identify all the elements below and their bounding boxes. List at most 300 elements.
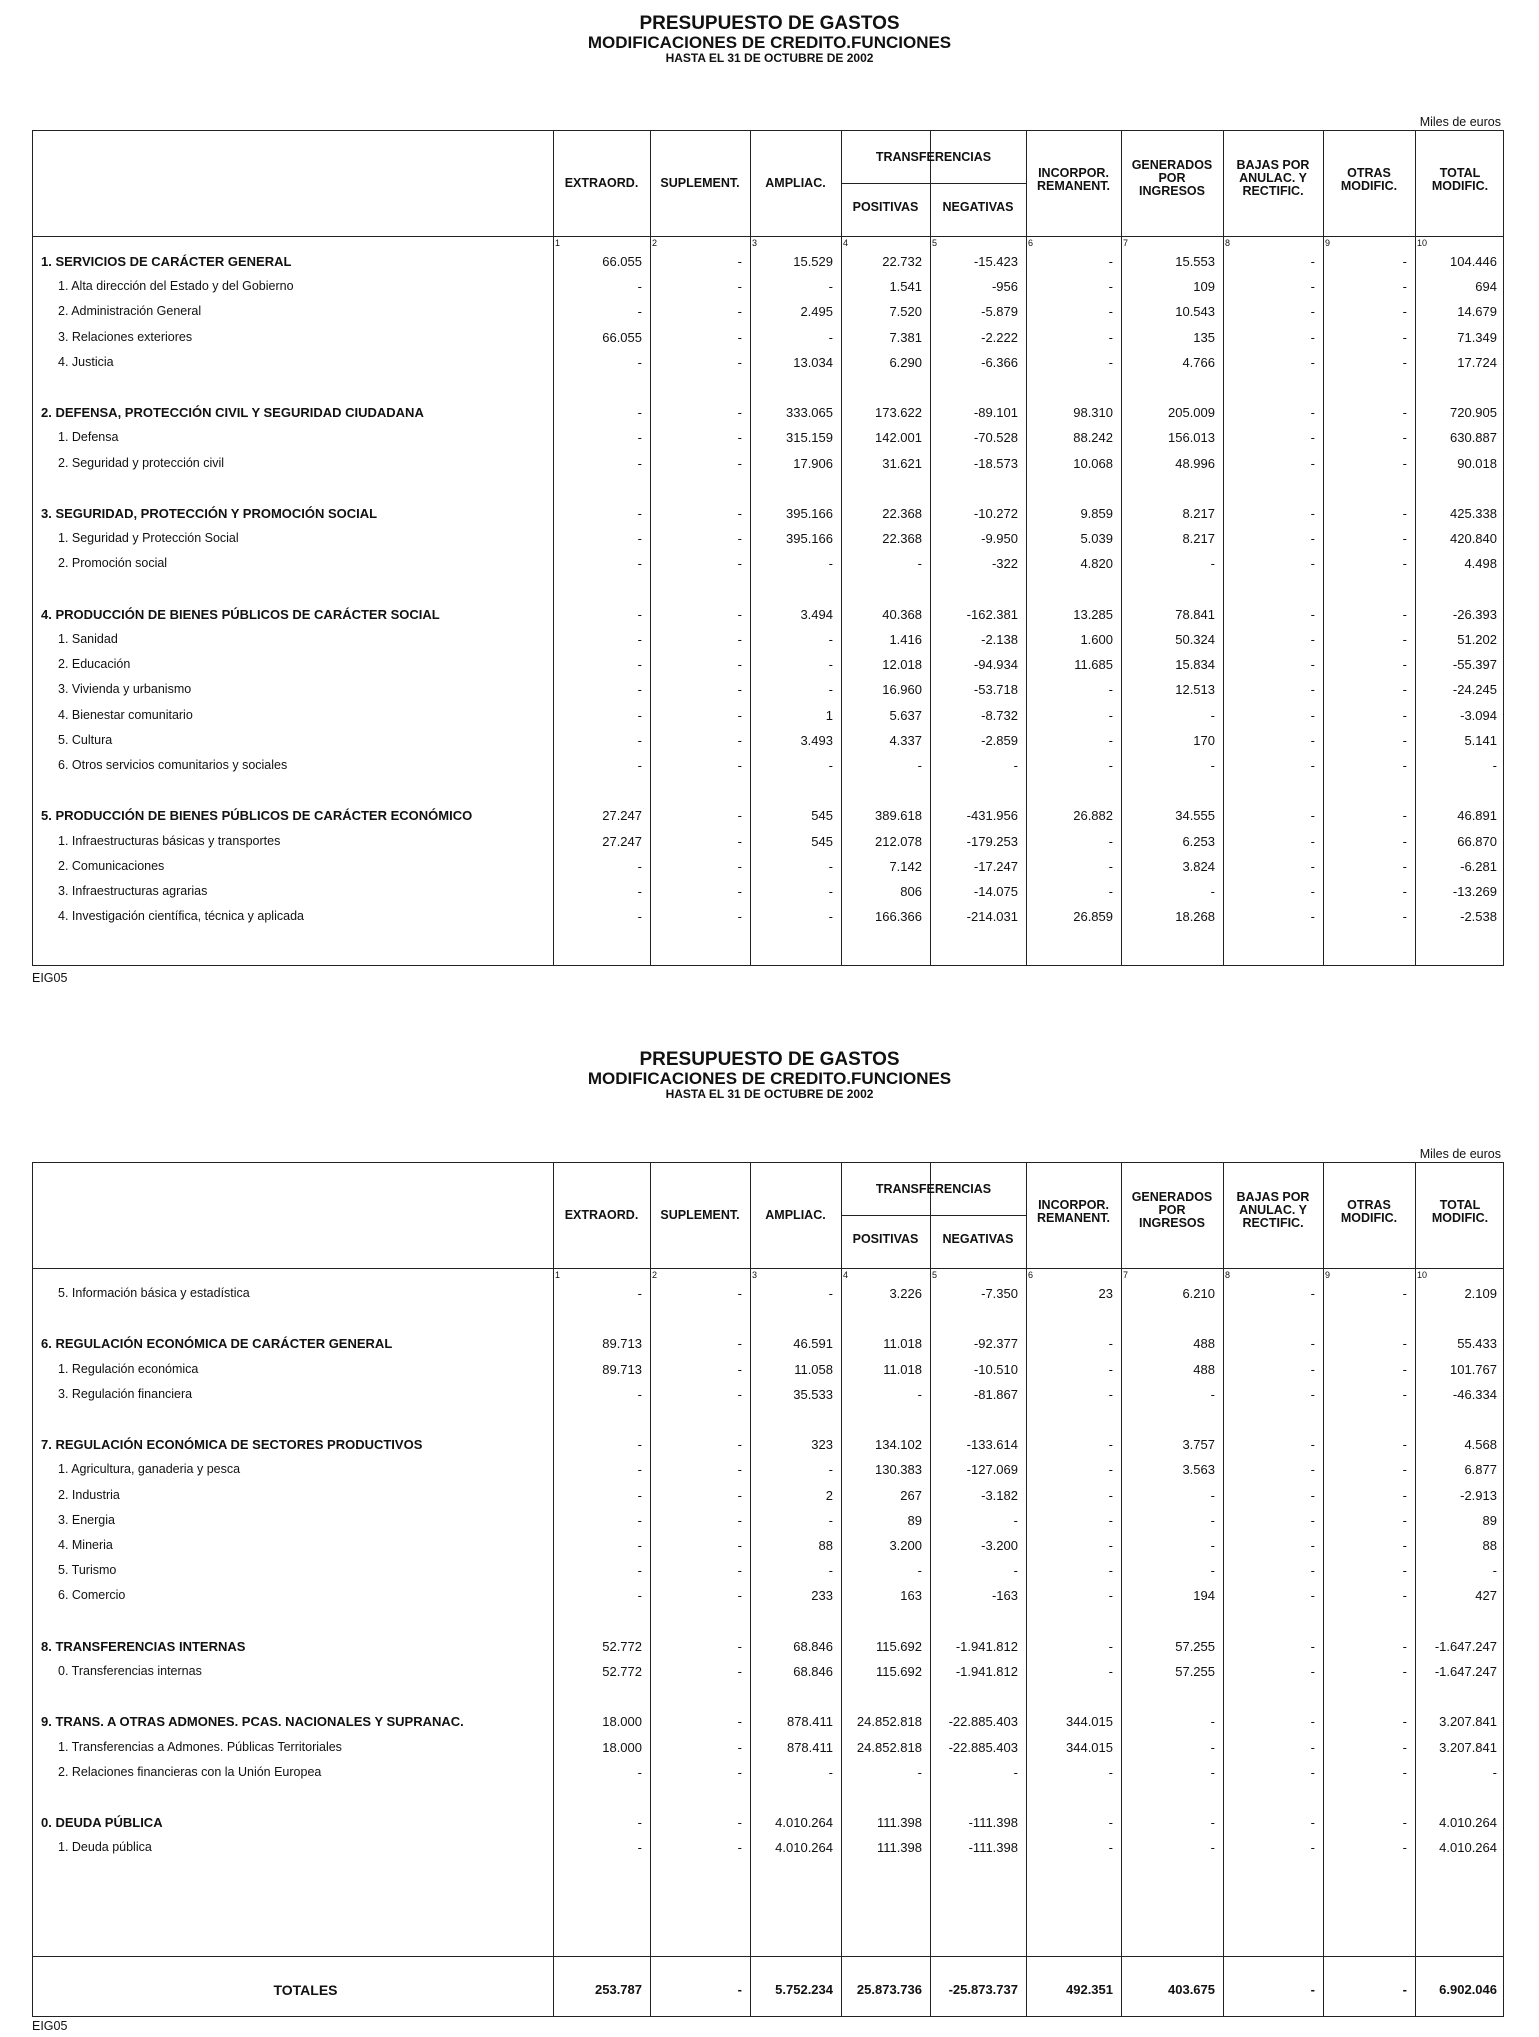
- cell-total: 427: [1475, 1588, 1497, 1604]
- cell-suplement: -: [737, 279, 742, 295]
- cell-incorpor: -: [1108, 682, 1113, 698]
- cell-ampliac: -: [828, 556, 833, 572]
- cell-otras: -: [1402, 1815, 1407, 1831]
- column-number: 7: [1123, 1270, 1129, 1280]
- header-positivas: POSITIVAS: [852, 1232, 919, 1246]
- cell-total: -55.397: [1452, 657, 1497, 673]
- cell-ampliac: -: [828, 858, 833, 874]
- cell-positivas: 7.142: [889, 858, 922, 874]
- row-label: 4. Justicia: [58, 354, 114, 369]
- cell-total: 4.568: [1464, 1437, 1497, 1453]
- cell-suplement: -: [737, 1336, 742, 1352]
- cell-generados: -: [1210, 1563, 1215, 1579]
- cell-extraord: -: [637, 1386, 642, 1402]
- cell-ampliac: 233: [811, 1588, 833, 1604]
- cell-total: -46.334: [1452, 1386, 1497, 1402]
- table-row: [33, 552, 1503, 577]
- cell-extraord: -: [637, 455, 642, 471]
- header-generados: GENERADOS POR INGRESOS: [1131, 1190, 1213, 1231]
- row-label: 5. Cultura: [58, 732, 113, 747]
- total-incorpor: 492.351: [1066, 1982, 1113, 1997]
- cell-generados: -: [1210, 707, 1215, 723]
- row-label: 2. Promoción social: [58, 556, 168, 571]
- cell-otras: -: [1402, 304, 1407, 320]
- cell-generados: 8.217: [1182, 531, 1215, 547]
- cell-ampliac: 46.591: [793, 1336, 833, 1352]
- cell-ampliac: -: [828, 1286, 833, 1301]
- cell-positivas: 115.692: [875, 1664, 922, 1679]
- table-row: [33, 300, 1503, 325]
- cell-negativas: -89.101: [973, 405, 1018, 421]
- cell-incorpor: 11.685: [1074, 657, 1113, 673]
- cell-bajas: -: [1310, 909, 1315, 925]
- page-title: PRESUPUESTO DE GASTOS: [639, 1049, 900, 1070]
- cell-ampliac: -: [828, 909, 833, 925]
- cell-otras: -: [1402, 657, 1407, 673]
- cell-incorpor: -: [1108, 1361, 1113, 1377]
- cell-generados: -: [1210, 758, 1215, 773]
- cell-incorpor: -: [1108, 1664, 1113, 1679]
- row-label: 3. Relaciones exteriores: [58, 329, 193, 344]
- cell-suplement: -: [737, 1588, 742, 1604]
- totals-label: TOTALES: [273, 1982, 338, 1998]
- row-label: 1. Deuda pública: [58, 1840, 152, 1855]
- cell-otras: -: [1402, 279, 1407, 295]
- cell-negativas: -127.069: [966, 1462, 1018, 1478]
- cell-otras: -: [1402, 1714, 1407, 1730]
- row-label: 2. Comunicaciones: [58, 858, 165, 873]
- cell-incorpor: -: [1108, 1336, 1113, 1352]
- cell-negativas: -10.272: [973, 506, 1018, 521]
- cell-otras: -: [1402, 1462, 1407, 1478]
- cell-generados: -: [1210, 1739, 1215, 1755]
- cell-negativas: -2.138: [981, 632, 1018, 647]
- cell-ampliac: 395.166: [786, 506, 833, 521]
- cell-generados: 48.996: [1175, 455, 1215, 471]
- cell-generados: 18.268: [1175, 909, 1215, 925]
- cell-extraord: -: [637, 1462, 642, 1478]
- cell-positivas: 12.018: [882, 657, 922, 673]
- cell-positivas: 11.018: [883, 1361, 922, 1377]
- cell-generados: 12.513: [1175, 682, 1215, 698]
- section-row: [33, 1635, 1503, 1660]
- cell-negativas: -1.941.812: [955, 1664, 1018, 1679]
- cell-incorpor: -: [1108, 732, 1113, 748]
- cell-ampliac: 35.533: [793, 1386, 833, 1402]
- cell-incorpor: 9.859: [1080, 506, 1113, 521]
- cell-total: -24.245: [1452, 682, 1497, 698]
- cell-incorpor: 344.015: [1066, 1714, 1113, 1730]
- cell-total: -26.393: [1452, 606, 1497, 622]
- cell-extraord: 52.772: [602, 1638, 642, 1654]
- cell-incorpor: -: [1108, 1588, 1113, 1604]
- cell-bajas: -: [1310, 732, 1315, 748]
- cell-suplement: -: [737, 254, 742, 269]
- cell-positivas: 24.852.818: [856, 1714, 922, 1730]
- cell-ampliac: 4.010.264: [775, 1840, 833, 1856]
- cell-generados: 170: [1193, 732, 1215, 748]
- cell-suplement: -: [737, 455, 742, 471]
- cell-negativas: -: [1013, 758, 1018, 773]
- header-ampliac: AMPLIAC.: [765, 176, 826, 190]
- cell-generados: 57.255: [1175, 1664, 1215, 1679]
- cell-suplement: -: [737, 1386, 742, 1402]
- table-row: [33, 1584, 1503, 1609]
- cell-suplement: -: [737, 758, 742, 773]
- cell-bajas: -: [1310, 531, 1315, 547]
- cell-incorpor: -: [1108, 1386, 1113, 1402]
- cell-generados: -: [1210, 1815, 1215, 1831]
- cell-generados: 3.824: [1182, 858, 1215, 874]
- cell-suplement: -: [737, 1487, 742, 1503]
- cell-bajas: -: [1310, 858, 1315, 874]
- cell-positivas: 40.368: [882, 606, 922, 622]
- page-subtitle: MODIFICACIONES DE CREDITO.FUNCIONES: [587, 32, 952, 52]
- table-row: [33, 1282, 1503, 1307]
- row-label: 4. Investigación científica, técnica y aplicada: [58, 909, 304, 924]
- cell-generados: -: [1210, 1840, 1215, 1856]
- cell-positivas: 7.520: [889, 304, 922, 320]
- total-bajas: -: [1310, 1982, 1315, 1997]
- cell-ampliac: 878.411: [786, 1739, 833, 1755]
- cell-negativas: -22.885.403: [948, 1714, 1018, 1730]
- row-label: 3. Infraestructuras agrarias: [58, 884, 208, 898]
- page-subtitle: MODIFICACIONES DE CREDITO.FUNCIONES: [587, 1068, 952, 1088]
- cell-incorpor: -: [1108, 758, 1113, 773]
- cell-otras: -: [1402, 707, 1407, 723]
- column-number: 8: [1225, 238, 1231, 248]
- cell-bajas: -: [1310, 1563, 1315, 1579]
- header-bajas: BAJAS POR ANULAC. Y RECTIFIC.: [1236, 158, 1310, 199]
- cell-incorpor: 4.820: [1080, 556, 1113, 572]
- cell-extraord: -: [637, 606, 642, 622]
- cell-otras: -: [1402, 329, 1407, 345]
- header-negativas: NEGATIVAS: [942, 200, 1014, 214]
- row-label: 6. Otros servicios comunitarios y sociales: [58, 758, 288, 772]
- header-ampliac: AMPLIAC.: [765, 1208, 826, 1222]
- row-label: 5. PRODUCCIÓN DE BIENES PÚBLICOS DE CARÁCTER ECONÓMICO: [41, 808, 473, 824]
- cell-negativas: -17.247: [973, 858, 1018, 874]
- cell-extraord: -: [637, 1538, 642, 1553]
- cell-otras: -: [1402, 455, 1407, 471]
- table-row: [33, 1559, 1503, 1584]
- row-label: 2. DEFENSA, PROTECCIÓN CIVIL Y SEGURIDAD CIUDADANA: [41, 405, 424, 421]
- cell-extraord: 18.000: [602, 1739, 642, 1755]
- cell-total: -13.269: [1452, 884, 1497, 899]
- cell-ampliac: 2: [825, 1487, 833, 1503]
- section-row: [33, 1811, 1503, 1836]
- cell-suplement: -: [737, 858, 742, 874]
- row-label: 3. Regulación financiera: [58, 1386, 193, 1401]
- cell-extraord: -: [637, 1815, 642, 1831]
- cell-total: 89: [1482, 1512, 1497, 1528]
- cell-otras: -: [1402, 1840, 1407, 1856]
- cell-incorpor: -: [1108, 329, 1113, 345]
- cell-total: -1.647.247: [1434, 1638, 1497, 1654]
- cell-negativas: -15.423: [973, 254, 1018, 269]
- header-positivas: POSITIVAS: [852, 200, 919, 214]
- cell-negativas: -: [1013, 1764, 1018, 1780]
- column-number: 9: [1325, 238, 1331, 248]
- section-row: [33, 1332, 1503, 1357]
- section-row: [33, 250, 1503, 275]
- row-label: 2. Seguridad y protección civil: [58, 455, 225, 470]
- column-number: 9: [1325, 1270, 1331, 1280]
- cell-total: -: [1492, 1764, 1497, 1780]
- cell-bajas: -: [1310, 657, 1315, 673]
- cell-negativas: -5.879: [981, 304, 1018, 320]
- cell-negativas: -94.934: [973, 657, 1018, 673]
- cell-total: 71.349: [1457, 329, 1497, 345]
- section-row: [33, 1433, 1503, 1458]
- cell-positivas: 3.200: [889, 1538, 922, 1553]
- cell-total: 104.446: [1450, 254, 1497, 269]
- cell-total: 3.207.841: [1439, 1714, 1497, 1730]
- cell-suplement: -: [737, 909, 742, 925]
- cell-negativas: -70.528: [973, 430, 1018, 446]
- cell-otras: -: [1402, 556, 1407, 572]
- table-row: [33, 855, 1503, 880]
- cell-suplement: -: [737, 732, 742, 748]
- cell-extraord: -: [637, 1286, 642, 1301]
- cell-bajas: -: [1310, 1764, 1315, 1780]
- total-total: 6.902.046: [1439, 1982, 1497, 1997]
- cell-ampliac: 4.010.264: [775, 1815, 833, 1831]
- cell-generados: 6.253: [1182, 833, 1215, 849]
- cell-ampliac: 68.846: [793, 1664, 833, 1679]
- cell-suplement: -: [737, 1437, 742, 1453]
- cell-incorpor: -: [1108, 1462, 1113, 1478]
- cell-suplement: -: [737, 506, 742, 521]
- cell-bajas: -: [1310, 606, 1315, 622]
- row-label: 1. Alta dirección del Estado y del Gobierno: [58, 279, 294, 294]
- column-number: 10: [1417, 1270, 1428, 1280]
- cell-otras: -: [1402, 1664, 1407, 1679]
- cell-bajas: -: [1310, 405, 1315, 421]
- cell-ampliac: 3.493: [800, 732, 833, 748]
- cell-ampliac: 315.159: [786, 430, 833, 446]
- cell-generados: -: [1210, 1386, 1215, 1402]
- cell-incorpor: 344.015: [1066, 1739, 1113, 1755]
- cell-generados: 50.324: [1175, 632, 1215, 647]
- cell-suplement: -: [737, 632, 742, 647]
- column-number: 6: [1028, 1270, 1034, 1280]
- table-row: [33, 880, 1503, 905]
- cell-positivas: 22.368: [882, 506, 922, 521]
- cell-ampliac: 323: [811, 1437, 833, 1453]
- row-label: 2. Relaciones financieras con la Unión Europea: [58, 1764, 322, 1779]
- cell-otras: -: [1402, 254, 1407, 269]
- cell-incorpor: -: [1108, 884, 1113, 899]
- cell-bajas: -: [1310, 833, 1315, 849]
- cell-extraord: -: [637, 430, 642, 446]
- cell-extraord: -: [637, 1588, 642, 1604]
- table-row: [33, 1736, 1503, 1761]
- header-incorpor: INCORPOR. REMANENT.: [1037, 166, 1110, 194]
- row-label: 2. Industria: [58, 1487, 120, 1502]
- row-label: 4. Bienestar comunitario: [58, 707, 193, 722]
- cell-ampliac: 545: [811, 808, 833, 824]
- transfer-divider: [841, 183, 1026, 184]
- page-2: [0, 1050, 1539, 2037]
- cell-positivas: 7.381: [889, 329, 922, 345]
- cell-otras: -: [1402, 758, 1407, 773]
- cell-bajas: -: [1310, 1588, 1315, 1604]
- cell-negativas: -9.950: [981, 531, 1018, 547]
- cell-positivas: 16.960: [882, 682, 922, 698]
- cell-suplement: -: [737, 1462, 742, 1478]
- cell-negativas: -10.510: [973, 1361, 1018, 1377]
- cell-bajas: -: [1310, 430, 1315, 446]
- cell-positivas: -: [917, 1386, 922, 1402]
- column-number: 5: [932, 1270, 938, 1280]
- cell-positivas: 389.618: [875, 808, 922, 824]
- cell-positivas: 6.290: [889, 354, 922, 370]
- cell-total: 720.905: [1450, 405, 1497, 421]
- row-label: 3. SEGURIDAD, PROTECCIÓN Y PROMOCIÓN SOCIAL: [41, 506, 378, 521]
- cell-ampliac: -: [828, 1563, 833, 1579]
- cell-otras: -: [1402, 506, 1407, 521]
- cell-negativas: -179.253: [966, 833, 1018, 849]
- row-label: 4. PRODUCCIÓN DE BIENES PÚBLICOS DE CARÁCTER SOCIAL: [41, 606, 440, 622]
- table-row: [33, 1660, 1503, 1685]
- cell-negativas: -214.031: [966, 909, 1018, 925]
- cell-total: 4.010.264: [1439, 1840, 1497, 1856]
- cell-positivas: 130.383: [875, 1462, 922, 1478]
- cell-total: 17.724: [1457, 354, 1497, 370]
- cell-suplement: -: [737, 884, 742, 899]
- cell-otras: -: [1402, 833, 1407, 849]
- cell-extraord: -: [637, 1563, 642, 1579]
- cell-bajas: -: [1310, 1336, 1315, 1352]
- column-number: 1: [555, 1270, 561, 1280]
- row-label: 1. Defensa: [58, 430, 119, 445]
- cell-bajas: -: [1310, 682, 1315, 698]
- table-row: [33, 1458, 1503, 1483]
- cell-otras: -: [1402, 1588, 1407, 1604]
- cell-negativas: -53.718: [973, 682, 1018, 698]
- cell-generados: 488: [1193, 1361, 1215, 1377]
- section-row: [33, 401, 1503, 426]
- cell-extraord: 66.055: [602, 329, 642, 345]
- total-otras: -: [1402, 1982, 1407, 1997]
- cell-suplement: -: [737, 833, 742, 849]
- cell-negativas: -: [1013, 1563, 1018, 1579]
- cell-suplement: -: [737, 1512, 742, 1528]
- table-row: [33, 1383, 1503, 1408]
- cell-generados: 15.834: [1175, 657, 1215, 673]
- footer-code: EIG05: [32, 971, 68, 985]
- cell-positivas: -: [917, 758, 922, 773]
- cell-extraord: -: [637, 506, 642, 521]
- cell-ampliac: -: [828, 1764, 833, 1780]
- cell-bajas: -: [1310, 329, 1315, 345]
- column-number: 4: [843, 1270, 849, 1280]
- cell-total: -2.913: [1460, 1487, 1497, 1503]
- header-generados: GENERADOS POR INGRESOS: [1131, 158, 1213, 199]
- cell-positivas: 89: [907, 1512, 922, 1528]
- cell-incorpor: -: [1108, 1764, 1113, 1780]
- cell-extraord: -: [637, 657, 642, 673]
- column-number: 4: [843, 238, 849, 248]
- cell-generados: -: [1210, 556, 1215, 572]
- total-generados: 403.675: [1168, 1982, 1215, 1997]
- cell-positivas: 134.102: [875, 1437, 922, 1453]
- cell-ampliac: 15.529: [793, 254, 833, 269]
- row-label: 0. DEUDA PÚBLICA: [41, 1815, 163, 1831]
- cell-positivas: 173.622: [875, 405, 922, 421]
- cell-total: 2.109: [1464, 1286, 1497, 1301]
- row-label: 2. Administración General: [58, 304, 202, 319]
- cell-negativas: -111.398: [968, 1815, 1018, 1831]
- cell-incorpor: -: [1108, 304, 1113, 320]
- total-positivas: 25.873.736: [856, 1982, 922, 1997]
- cell-positivas: 806: [900, 884, 922, 899]
- cell-total: 5.141: [1464, 732, 1497, 748]
- row-label: 3. Energia: [58, 1512, 115, 1527]
- cell-incorpor: -: [1108, 1437, 1113, 1453]
- cell-extraord: -: [637, 354, 642, 370]
- cell-extraord: -: [637, 556, 642, 572]
- cell-generados: 3.757: [1182, 1437, 1215, 1453]
- table-row: [33, 326, 1503, 351]
- cell-ampliac: -: [828, 884, 833, 899]
- cell-positivas: 212.078: [875, 833, 922, 849]
- section-row: [33, 603, 1503, 628]
- cell-negativas: -3.182: [981, 1487, 1018, 1503]
- cell-otras: -: [1402, 1361, 1407, 1377]
- cell-incorpor: -: [1108, 1840, 1113, 1856]
- cell-otras: -: [1402, 1336, 1407, 1352]
- column-number: 1: [555, 238, 561, 248]
- cell-total: 420.840: [1450, 531, 1497, 547]
- units-label: Miles de euros: [1419, 1147, 1501, 1161]
- cell-ampliac: 1: [825, 707, 833, 723]
- cell-suplement: -: [737, 682, 742, 698]
- data-table: [32, 1162, 1504, 2017]
- column-number: 5: [932, 238, 938, 248]
- cell-positivas: 111.398: [876, 1815, 922, 1831]
- cell-ampliac: 13.034: [793, 354, 833, 370]
- row-label: 0. Transferencias internas: [58, 1664, 202, 1678]
- cell-positivas: 1.416: [889, 632, 922, 647]
- column-number: 2: [652, 1270, 658, 1280]
- cell-suplement: -: [737, 1286, 742, 1301]
- cell-extraord: -: [637, 858, 642, 874]
- cell-incorpor: -: [1108, 833, 1113, 849]
- cell-positivas: 115.692: [875, 1638, 922, 1654]
- cell-ampliac: -: [828, 657, 833, 673]
- cell-positivas: 142.001: [875, 430, 922, 446]
- cell-incorpor: -: [1108, 1815, 1113, 1831]
- cell-positivas: 24.852.818: [856, 1739, 922, 1755]
- cell-negativas: -81.867: [973, 1386, 1018, 1402]
- cell-incorpor: -: [1108, 1638, 1113, 1654]
- table-row: [33, 426, 1503, 451]
- table-row: [33, 905, 1503, 930]
- cell-bajas: -: [1310, 632, 1315, 647]
- cell-ampliac: -: [828, 279, 833, 295]
- cell-positivas: 163: [900, 1588, 922, 1604]
- page-title: PRESUPUESTO DE GASTOS: [639, 13, 900, 34]
- cell-generados: 78.841: [1175, 606, 1215, 622]
- table-row: [33, 1836, 1503, 1861]
- row-label: 1. Transferencias a Admones. Públicas Territoriales: [58, 1739, 342, 1754]
- cell-negativas: -18.573: [973, 455, 1018, 471]
- page-date: HASTA EL 31 DE OCTUBRE DE 2002: [665, 1086, 874, 1101]
- table-row: [33, 1534, 1503, 1559]
- cell-negativas: -3.200: [981, 1538, 1018, 1553]
